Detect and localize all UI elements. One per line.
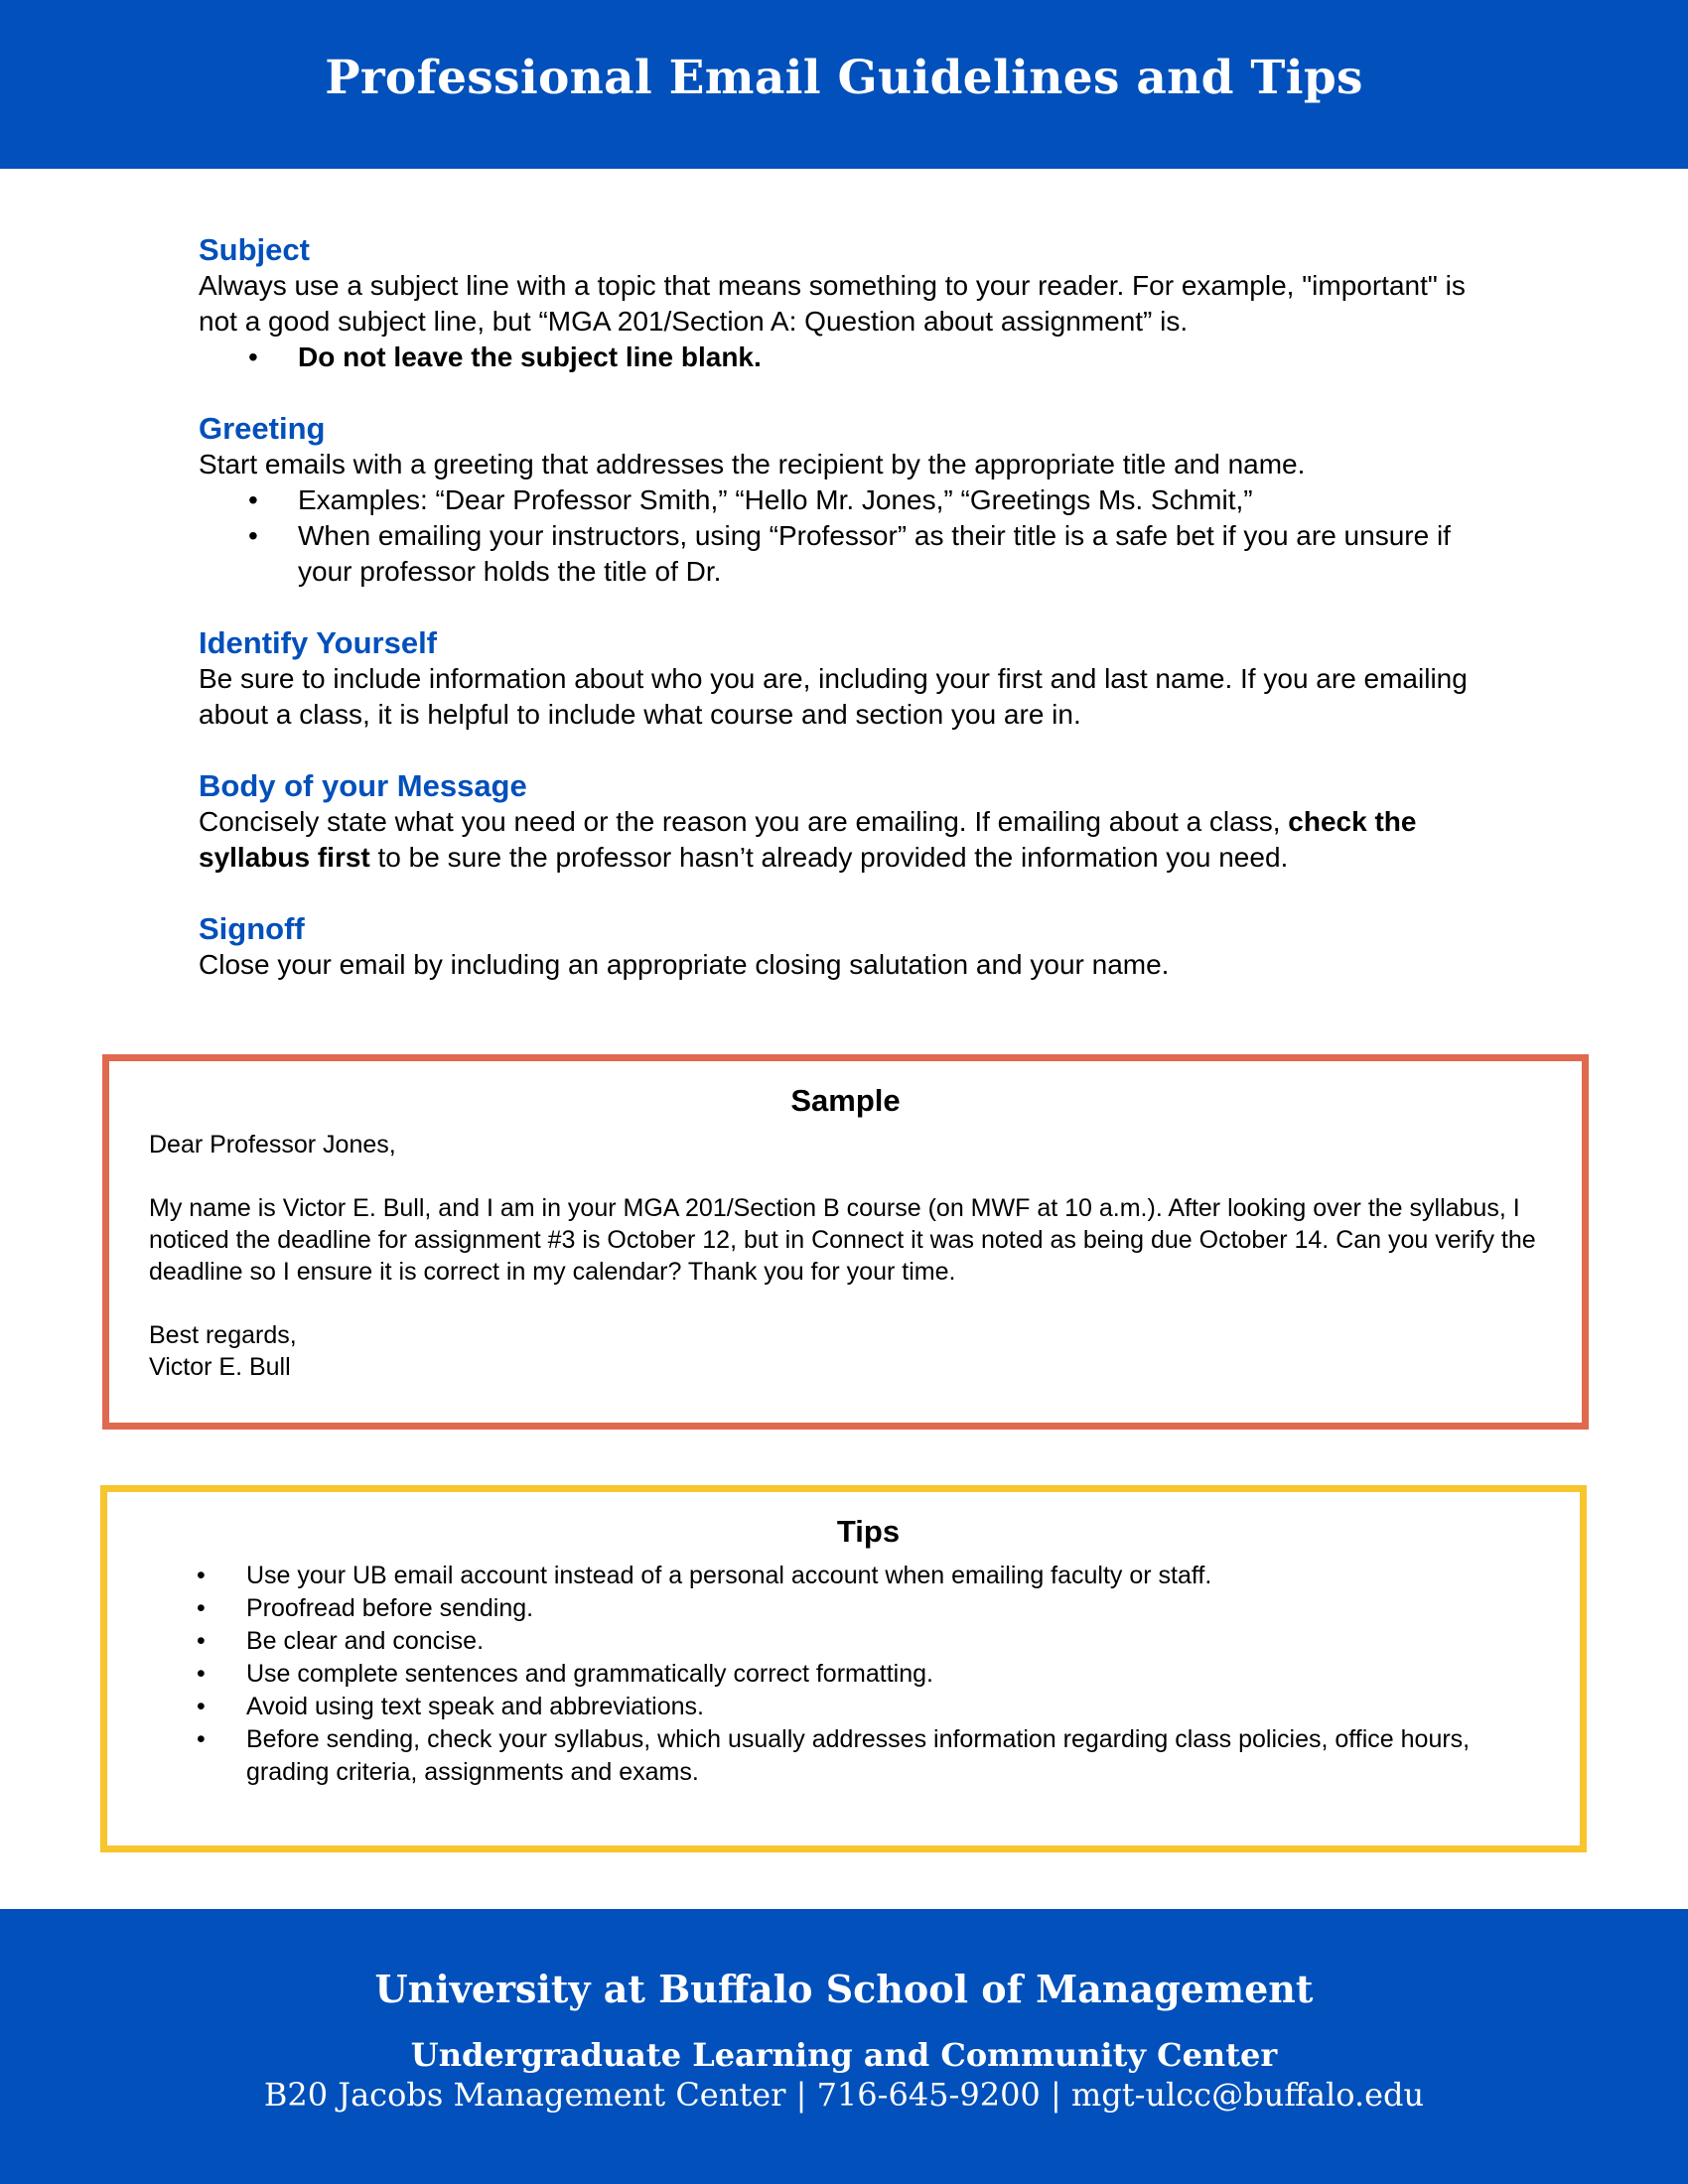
section-body: Close your email by including an appropriate closing salutation and your name. [199, 949, 1170, 980]
body-text: Concisely state what you need or the reason you are emailing. If emailing about a class, [199, 806, 1289, 837]
list-item: • Use your UB email account instead of a personal account when emailing faculty or staff. [197, 1560, 1540, 1592]
section-body: Be sure to include information about who you are, including your first and last name. If you are emailing about a class, it is helpful to include what course and section you are in. [199, 663, 1468, 730]
list-item: • Avoid using text speak and abbreviations. [197, 1691, 1540, 1723]
spacer [149, 1288, 1542, 1319]
sample-title: Sample [790, 1083, 901, 1118]
spacer [149, 1160, 1542, 1192]
bold-text: check the syllabus first [199, 806, 1417, 873]
sample-email-box [102, 1054, 1589, 1430]
section-identify-yourself [199, 625, 1489, 733]
footer-banner [0, 1909, 1688, 2184]
section-body [199, 804, 1489, 876]
section-heading: Body of your Message [199, 768, 527, 803]
sample-message: My name is Victor E. Bull, and I am in your MGA 201/Section B course (on MWF at 10 a.m.). After looking over the syllabus, I noticed the deadline for assignment #3 is October 12, but in Connect it was noted as being due October 14. Can you verify the deadline so I ensure it is correct in my calendar? Thank you for your time. [149, 1194, 1536, 1286]
footer-org-name: University at Buffalo School of Management [374, 1967, 1314, 2011]
section-heading: Identify Yourself [199, 625, 438, 660]
page-title: Professional Email Guidelines and Tips [325, 50, 1363, 105]
section-heading: Greeting [199, 411, 326, 446]
list-item: • When emailing your instructors, using “Professor” as their title is a safe bet if you are unsure if your professor holds the title of Dr. [248, 518, 1489, 590]
guidelines-content [199, 232, 1489, 1019]
bullet-list [248, 482, 1489, 590]
list-item [248, 340, 1489, 375]
list-item: • Before sending, check your syllabus, which usually addresses information regarding class policies, office hours, grading criteria, assignments and exams. [197, 1723, 1540, 1789]
tips-list [197, 1560, 1540, 1789]
bold-text: Do not leave the subject line blank. [298, 341, 762, 372]
list-item: • Examples: “Dear Professor Smith,” “Hello Mr. Jones,” “Greetings Ms. Schmit,” [248, 482, 1489, 518]
list-item: • Proofread before sending. [197, 1592, 1540, 1625]
list-item: • Be clear and concise. [197, 1625, 1540, 1658]
section-body-of-message [199, 768, 1489, 876]
tips-box [100, 1485, 1587, 1852]
body-text: to be sure the professor hasn’t already provided the information you need. [369, 842, 1289, 873]
section-signoff [199, 911, 1489, 983]
tips-title: Tips [836, 1514, 901, 1549]
section-subject [199, 232, 1489, 375]
sample-signature: Victor E. Bull [149, 1353, 291, 1381]
section-body: Start emails with a greeting that addresses the recipient by the appropriate title and name. [199, 449, 1306, 479]
sample-closing: Best regards, [149, 1321, 297, 1349]
section-greeting [199, 411, 1489, 590]
list-item: • Use complete sentences and grammatically correct formatting. [197, 1658, 1540, 1691]
footer-contact-info: B20 Jacobs Management Center | 716-645-9200 | mgt-ulcc@buffalo.edu [263, 2076, 1425, 2114]
sample-salutation: Dear Professor Jones, [149, 1131, 396, 1159]
section-heading: Signoff [199, 911, 305, 946]
header-banner [0, 0, 1688, 169]
section-body: Always use a subject line with a topic that means something to your reader. For example, "important" is not a good subject line, but “MGA 201/Section A: Question about assignment” is. [199, 270, 1466, 337]
section-heading: Subject [199, 232, 310, 267]
footer-center-name: Undergraduate Learning and Community Center [410, 2036, 1278, 2074]
bullet-list [248, 340, 1489, 375]
